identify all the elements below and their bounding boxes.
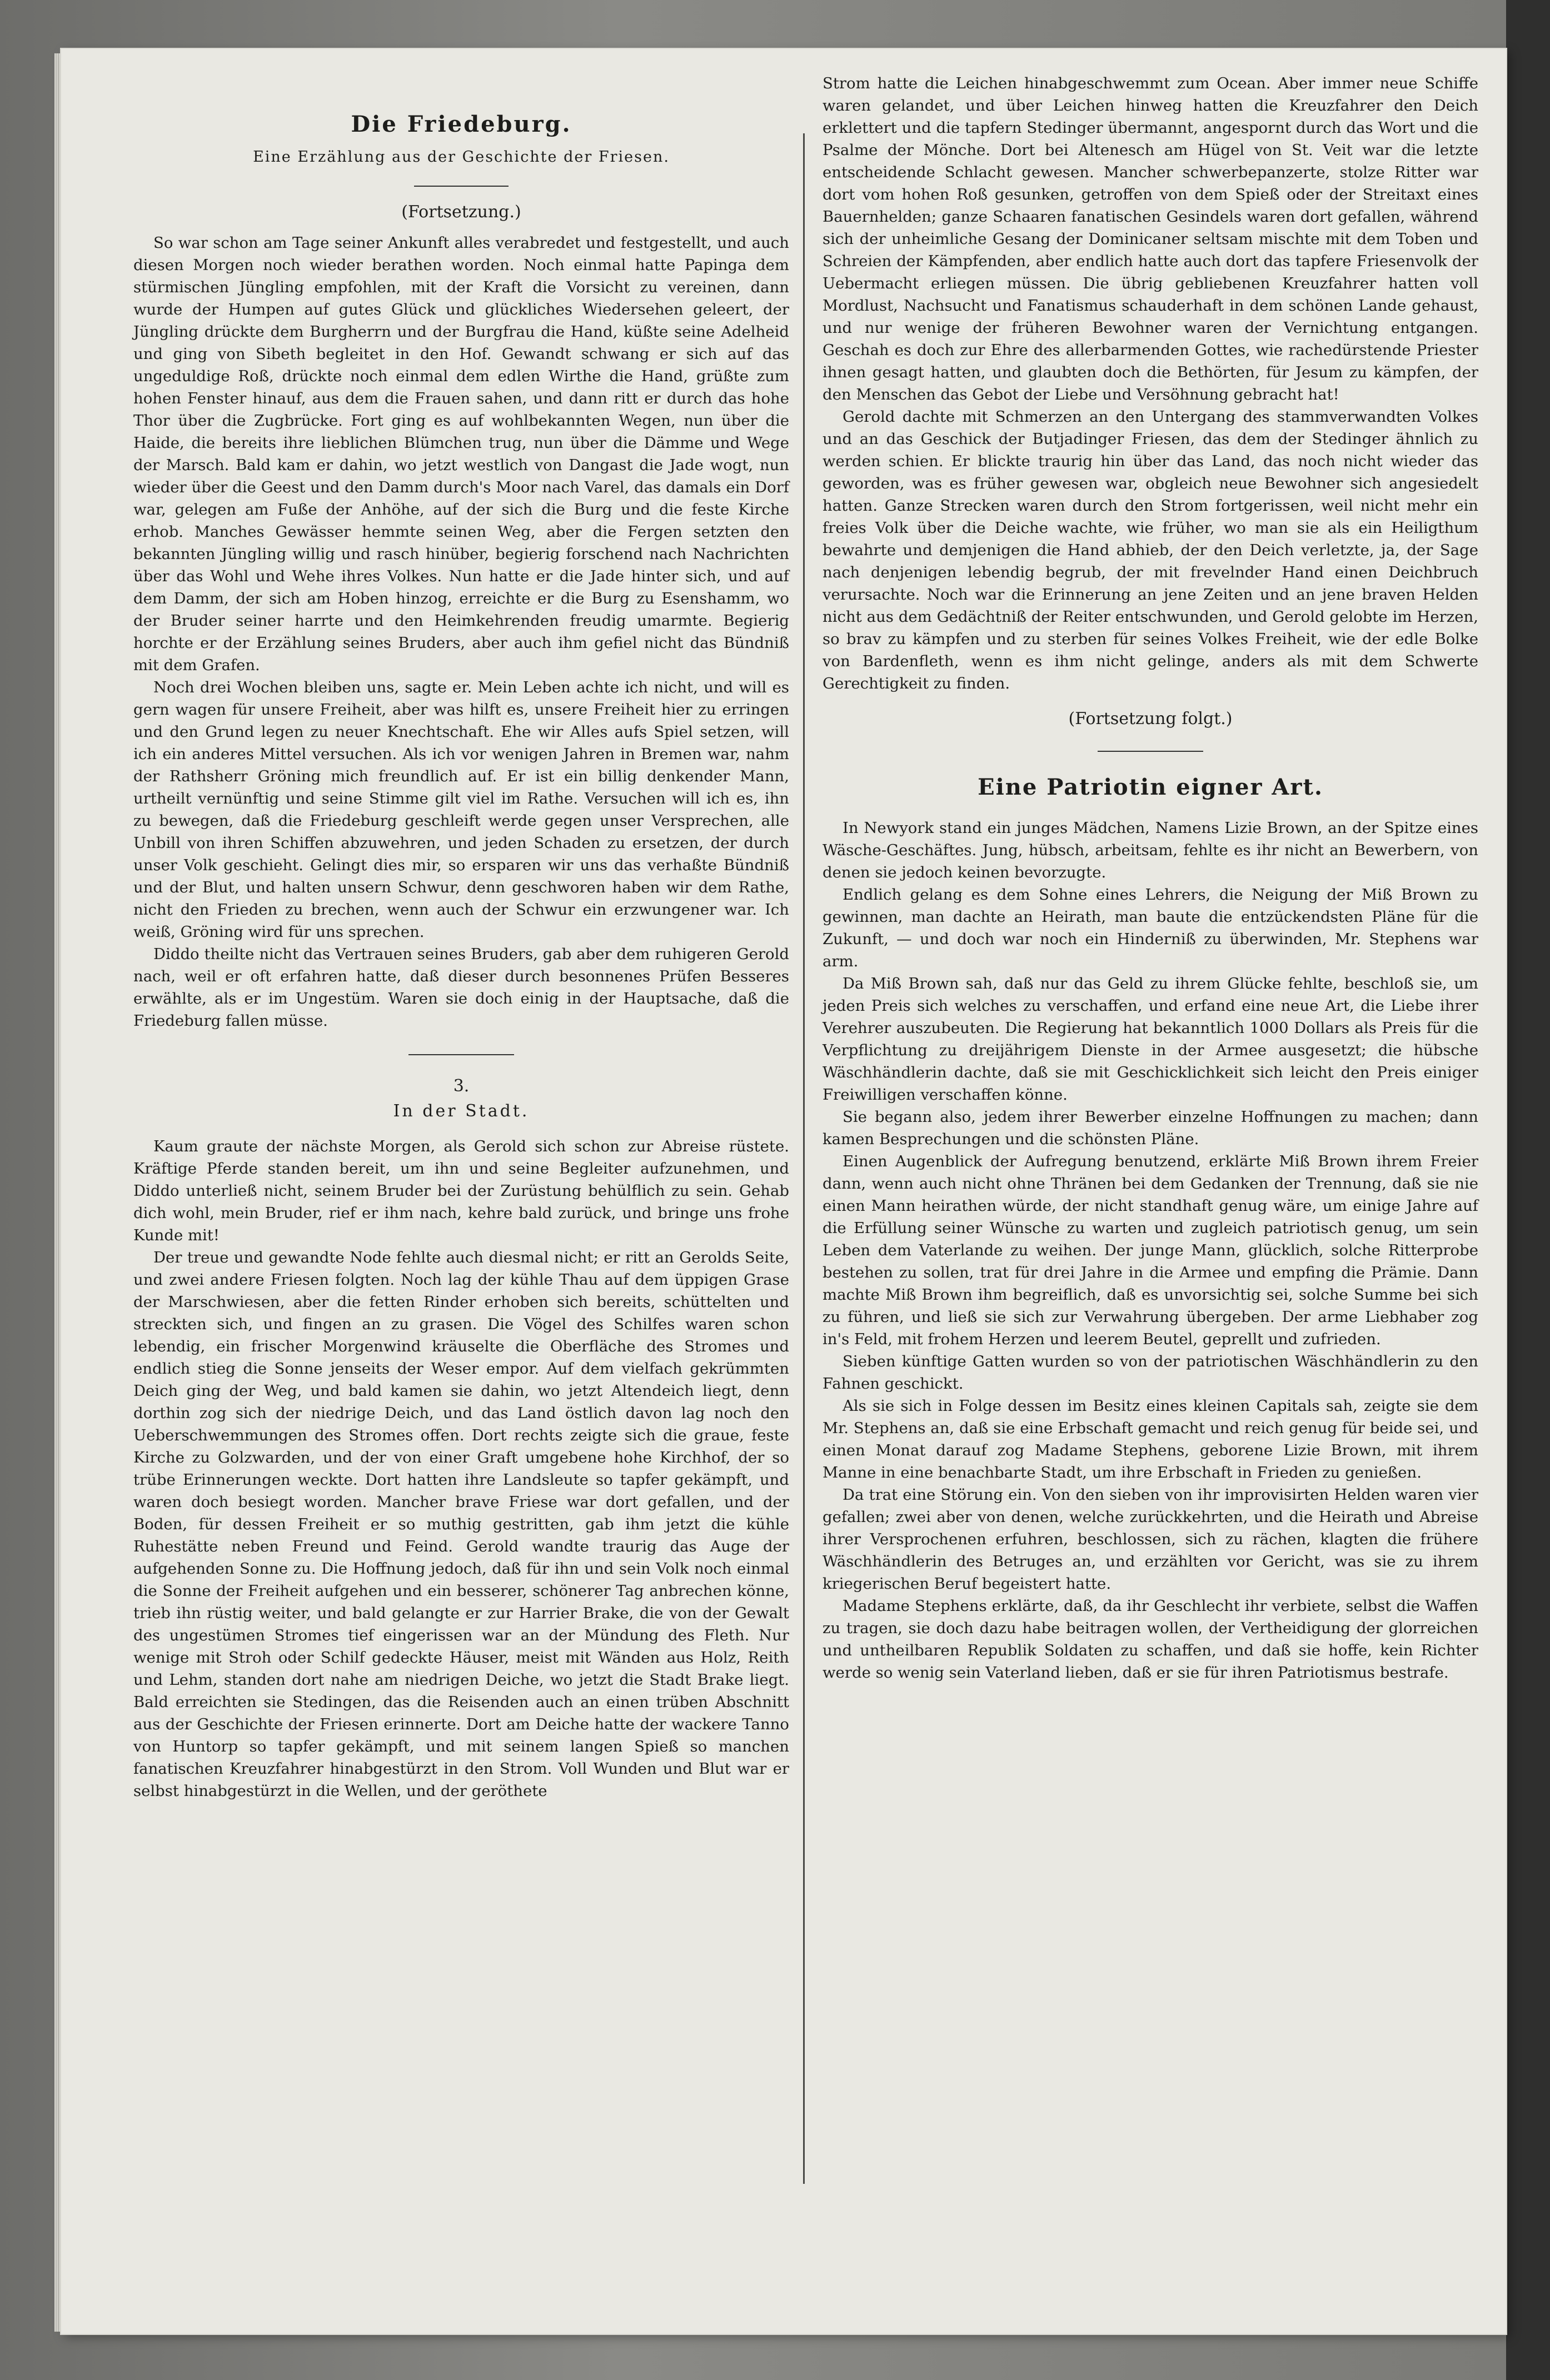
- paragraph: Sie begann also, jedem ihrer Bewerber einzelne Hoffnungen zu machen; dann kamen Besprechungen und die schönsten Pläne.: [823, 1108, 1478, 1148]
- continuation-note: (Fortsetzung folgt.): [1068, 709, 1233, 729]
- paragraph: In Newyork stand ein junges Mädchen, Namens Lizie Brown, an der Spitze eines Wäsche-Geschäftes. Jung, hübsch, arbeitsam, fehlte es ihr nicht an Bewerbern, von denen sie jedoch keinen bevorzugte.: [823, 819, 1478, 881]
- left-column: [133, 72, 789, 1802]
- paragraph: Kaum graute der nächste Morgen, als Gerold sich schon zur Abreise rüstete. Kräftige Pferde standen bereit, um ihn und seine Begleiter aufzunehmen, und Diddo unterließ nicht, seinem Bruder bei der Zurüstung behülflich zu sein. Gehab dich wohl, mein Bruder, rief er ihm nach, kehre bald zurück, und bringe uns frohe Kunde mit!: [133, 1137, 789, 1244]
- paragraph: Diddo theilte nicht das Vertrauen seines Bruders, gab aber dem ruhigeren Gerold nach, weil er oft erfahren hatte, daß dieser durch besonnenes Prüfen Besseres erwählte, als er im Ungestüm. Waren sie doch einig in der Hauptsache, daß die Friedeburg fallen müsse.: [133, 945, 789, 1030]
- paragraph: Da trat eine Störung ein. Von den sieben von ihr improvisirten Helden waren vier gefallen; zwei aber von denen, welche zurückkehrten, und die Heirath und Abreise ihrer Versprochenen erfuhren, beschlossen, sich zu rächen, klagten die frühere Wäschhändlerin des Betruges an, und erzählten vor Gericht, was sie zu ihrem kriegerischen Beruf begeistert hatte.: [823, 1486, 1478, 1593]
- article-rule: [1098, 751, 1203, 752]
- paragraph: Endlich gelang es dem Sohne eines Lehrers, die Neigung der Miß Brown zu gewinnen, man dachte an Heirath, man baute die entzückendsten Pläne für die Zukunft, — und doch war noch ein Hinderniß zu überwinden, Mr. Stephens war arm.: [823, 886, 1478, 970]
- scanner-margin: [1506, 0, 1550, 2380]
- paragraph: Der treue und gewandte Node fehlte auch diesmal nicht; er ritt an Gerolds Seite, und zwei andere Friesen folgten. Noch lag der kühle Thau auf dem üppigen Grase der Marschwiesen, aber die fetten Rinder erhoben sich bereits, schüttelten und streckten sich, und fingen an zu grasen. Die Vögel des Schilfes waren schon lebendig, ein frischer Morgenwind kräuselte die Oberfläche des Stromes und endlich stieg die Sonne jenseits der Weser empor. Auf dem vielfach gekrümmten Deich ging der Weg, und bald kamen sie dahin, wo jetzt Altendeich liegt, denn dorthin zog sich der niedrige Deich, und das Land östlich davon lag noch den Ueberschwemmungen des Stromes offen. Dort rechts zeigte sich die graue, feste Kirche zu Golzwarden, und der von einer Graft umgebene hohe Kirchhof, der so trübe Erinnerungen weckte. Dort hatten ihre Landsleute so tapfer gekämpft, und waren doch besiegt worden. Mancher brave Friese war dort gefallen, und der Boden, für dessen Freiheit er so muthig gestritten, gab ihm jetzt die kühle Ruhestätte neben Freund und Feind. Gerold wandte traurig das Auge der aufgehenden Sonne zu. Die Hoffnung jedoch, daß für ihn und sein Volk noch einmal die Sonne der Freiheit aufgehen und ein besserer, schönerer Tag anbrechen könne, trieb ihn rüstig weiter, und bald gelangte er zur Harrier Brake, die von der Gewalt des ungestümen Stromes tief eingerissen war an der Mündung des Fleth. Nur wenige mit Stroh oder Schilf gedeckte Häuser, meist mit Wänden aus Holz, Reith und Lehm, standen dort nahe am niedrigen Deiche, wo jetzt die Stadt Brake liegt. Bald erreichten sie Stedingen, das die Reisenden auch an einen trüben Abschnitt aus der Geschichte der Friesen erinnerte. Dort am Deiche hatte der wackere Tanno von Huntorp so tapfer gekämpft, und mit seinem langen Spieß so manchen fanatischen Kreuzfahrer hinabgestürzt in den Strom. Voll Wunden und Blut war er selbst hinabgestürzt in die Wellen, und der geröthete: [133, 1249, 789, 1800]
- paragraph: Strom hatte die Leichen hinabgeschwemmt zum Ocean. Aber immer neue Schiffe waren gelandet, und über Leichen hinweg hatten die Kreuzfahrer den Deich erklettert und die tapfern Stedinger übermannt, angespornt durch das Wort und die Psalme der Mönche. Dort bei Altenesch am Hügel von St. Veit war die letzte entscheidende Schlacht gewesen. Mancher schwerbepanzerte, stolze Ritter war dort vom hohen Roß gesunken, getroffen von dem Spieß oder der Streitaxt eines Bauernhelden; ganze Schaaren fanatischen Gesindels waren dort gefallen, während sich der unheimliche Gesang der Dominicaner seltsam mischte mit dem Toben und Schreien der Kämpfenden, aber endlich hatte auch dort das tapfere Friesenvolk der Uebermacht erliegen müssen. Die übrig gebliebenen Kreuzfahrer hatten voll Mordlust, Nachsucht und Fanatismus schauderhaft in dem schönen Lande gehaust, und nur wenige der früheren Bewohner waren der Vernichtung entgangen. Geschah es doch zur Ehre des allerbarmenden Gottes, wie rachedürstende Priester ihnen gesagt hatten, und glaubten doch die Bethörten, für Jesum zu kämpfen, der den Menschen das Gebot der Liebe und Versöhnung gebracht hat!: [823, 74, 1478, 403]
- paragraph: Gerold dachte mit Schmerzen an den Untergang des stammverwandten Volkes und an das Geschick der Butjadinger Friesen, das dem der Stedinger ähnlich zu werden schien. Er blickte traurig hin über das Land, das noch nicht wieder das geworden, was es früher gewesen war, obgleich neue Bewohner sich angesiedelt hatten. Ganze Strecken waren durch den Strom fortgerissen, weil nicht mehr ein freies Volk über die Deiche wachte, wie früher, wo man sie als ein Heiligthum bewahrte und demjenigen die Hand abhieb, der den Deich verletzte, ja, der Sage nach denjenigen lebendig begrub, der mit frevelnder Hand einen Deichbruch verursachte. Noch war die Erinnerung an jene Zeiten und an jene braven Helden nicht aus dem Gedächtniß der Reiter entschwunden, und Gerold gelobte im Herzen, so brav zu kämpfen und zu sterben für seines Volkes Freiheit, wie der edle Bolke von Bardenfleth, wenn es ihm nicht gelinge, anders als mit dem Schwerte Gerechtigkeit zu finden.: [823, 408, 1478, 692]
- article-title: Die Friedeburg.: [351, 111, 572, 137]
- paragraph: Sieben künftige Gatten wurden so von der patriotischen Wäschhändlerin zu den Fahnen geschickt.: [823, 1353, 1478, 1393]
- paragraph: Noch drei Wochen bleiben uns, sagte er. Mein Leben achte ich nicht, und will es gern wagen für unsere Freiheit, aber was hilft es, unsere Freiheit hier zu erringen und den Grund legen zu neuer Knechtschaft. Ehe wir Alles aufs Spiel setzen, will ich ein anderes Mittel versuchen. Als ich vor wenigen Jahren in Bremen war, nahm der Rathsherr Gröning mich freundlich auf. Er ist ein billig denkender Mann, urtheilt vernünftig und seine Stimme gilt viel im Rathe. Versuchen will ich es, ihn zu bewegen, daß die Friedeburg geschleift werde gegen unser Versprechen, alle Unbill von ihren Schiffen abzuwehren, und jeden Schaden zu ersetzen, der durch unser Volk geschieht. Gelingt dies mir, so ersparen wir uns das verhaßte Bündniß und der Blut, und halten unsern Schwur, denn geschworen haben wir dem Rathe, nicht den Frieden zu brechen, wenn auch der Schwur ein erzwungener war. Ich weiß, Gröning wird für uns sprechen.: [133, 678, 789, 941]
- paragraph: Madame Stephens erklärte, daß, da ihr Geschlecht ihr verbiete, selbst die Waffen zu tragen, sie doch dazu habe beitragen wollen, der Vertheidigung der glorreichen und untheilbaren Republik Soldaten zu schaffen, und daß sie hoffe, kein Richter werde so wenig sein Vaterland lieben, daß er sie für ihren Patriotismus bestrafe.: [823, 1597, 1478, 1682]
- column-divider: [803, 133, 805, 2184]
- paragraph: Einen Augenblick der Aufregung benutzend, erklärte Miß Brown ihrem Freier dann, wenn auch nicht ohne Thränen bei dem Gedanken der Trennung, daß sie nie einen Mann heirathen würde, der nicht standhaft genug wäre, um einige Jahre auf die Erfüllung seiner Wünsche zu warten und zugleich patriotisch genug, um sein Leben dem Vaterlande zu weihen. Der junge Mann, glücklich, solche Ritterprobe bestehen zu sollen, trat für drei Jahre in die Armee und empfing die Prämie. Dann machte Miß Brown ihm begreiflich, daß es unvorsichtig sei, solche Summe bei sich zu führen, und ließ sie sich zur Verwahrung übergeben. Der arme Liebhaber zog in's Feld, mit frohem Herzen und leerem Beutel, geprellt und zufrieden.: [823, 1152, 1478, 1348]
- section-number: 3.: [453, 1076, 470, 1096]
- article-subtitle: Eine Erzählung aus der Geschichte der Friesen.: [253, 148, 670, 166]
- paragraph: So war schon am Tage seiner Ankunft alles verabredet und festgestellt, und auch diesen Morgen noch wieder berathen worden. Noch einmal hatte Papinga dem stürmischen Jüngling empfohlen, mit der Kraft die Vorsicht zu vereinen, dann wurde der Humpen auf gutes Glück und glückliches Wiedersehen geleert, der Jüngling drückte dem Burgherrn und der Burgfrau die Hand, küßte seine Adelheid und ging von Sibeth begleitet in den Hof. Gewandt schwang er sich auf das ungeduldige Roß, drückte noch einmal dem edlen Wirthe die Hand, grüßte zum hohen Fenster hinauf, aus dem die Frauen sahen, und dann ritt er durch das hohe Thor über die Zugbrücke. Fort ging es auf wohlbekannten Wegen, nun über die Haide, die bereits ihre lieblichen Blümchen trug, nun über die Dämme und Wege der Marsch. Bald kam er dahin, wo jetzt westlich von Dangast die Jade wogt, nun wieder über die Geest und den Damm durch's Moor nach Varel, das damals ein Dorf war, gelegen am Fuße der Anhöhe, auf der sich die Burg und die feste Kirche erhob. Manches Gewässer hemmte seinen Weg, aber die Fergen setzten den bekannten Jüngling willig und rasch hinüber, begierig forschend nach Nachrichten über das Wohl und Wehe ihres Volkes. Nun hatte er die Jade hinter sich, und auf dem Damm, der sich am Hoben hinzog, erreichte er die Burg zu Esenshamm, wo der Bruder seiner harrte und den Heimkehrenden freudig umarmte. Begierig horchte er der Erzählung seines Bruders, aber auch ihm gefiel nicht das Bündniß mit dem Grafen.: [133, 234, 789, 674]
- section-title: In der Stadt.: [393, 1101, 530, 1121]
- title-rule: [414, 186, 509, 187]
- right-column: [823, 72, 1478, 1684]
- paragraph: Da Miß Brown sah, daß nur das Geld zu ihrem Glücke fehlte, beschloß sie, um jeden Preis sich welches zu verschaffen, und erfand eine neue Art, die Liebe ihrer Verehrer auszubeuten. Die Regierung hat bekanntlich 1000 Dollars als Preis für die Verpflichtung zu dreijährigem Dienste in der Armee ausgesetzt; die hübsche Wäschhändlerin dachte, daß sie mit Geschicklichkeit sich leicht den Preis einiger Freiwilligen verschaffen könne.: [823, 975, 1478, 1104]
- section-rule: [408, 1054, 514, 1055]
- continuation-note: (Fortsetzung.): [401, 202, 521, 222]
- paragraph: Als sie sich in Folge dessen im Besitz eines kleinen Capitals sah, zeigte sie dem Mr. Stephens an, daß sie eine Erbschaft gemacht und reich genug für beide sei, und einen Monat darauf zog Madame Stephens, geborene Lizie Brown, mit ihrem Manne in eine benachbarte Stadt, um ihre Erbschaft in Frieden zu genießen.: [823, 1397, 1478, 1481]
- article-title: Eine Patriotin eigner Art.: [978, 774, 1323, 800]
